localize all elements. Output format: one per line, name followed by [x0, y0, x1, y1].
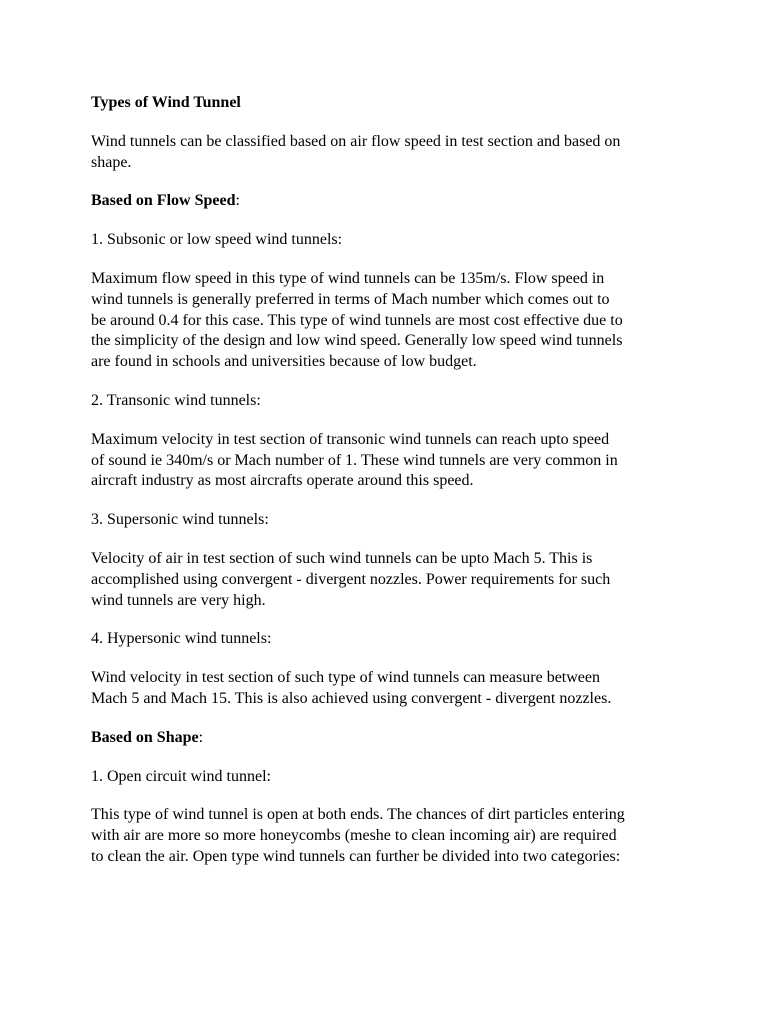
- text-line: be around 0.4 for this case. This type of wind tunnels are most cost effective due to: [91, 311, 623, 329]
- text-line: This type of wind tunnel is open at both ends. The chances of dirt particles entering: [91, 806, 625, 824]
- item-title-transonic: 2. Transonic wind tunnels:: [91, 391, 261, 409]
- text-line: Velocity of air in test section of such wind tunnels can be upto Mach 5. This is: [91, 549, 593, 567]
- text-line: to clean the air. Open type wind tunnels can further be divided into two categories:: [91, 847, 621, 865]
- item-title-subsonic: 1. Subsonic or low speed wind tunnels:: [91, 231, 343, 249]
- text-line: shape.: [91, 153, 132, 171]
- text-line: Maximum velocity in test section of transonic wind tunnels can reach upto speed: [91, 430, 610, 448]
- text-line: accomplished using convergent - divergent nozzles. Power requirements for such: [91, 570, 611, 588]
- text-line: Mach 5 and Mach 15. This is also achieved using convergent - divergent nozzles.: [91, 689, 612, 707]
- section-heading-text: Based on Shape: [91, 728, 199, 746]
- text-line: wind tunnels is generally preferred in terms of Mach number which comes out to: [91, 290, 610, 308]
- text-line: of sound ie 340m/s or Mach number of 1. These wind tunnels are very common in: [91, 451, 618, 469]
- text-line: with air are more so more honeycombs (meshe to clean incoming air) are required: [91, 827, 617, 845]
- text-line: the simplicity of the design and low wind speed. Generally low speed wind tunnels: [91, 332, 623, 350]
- section-heading-colon: :: [198, 728, 204, 746]
- text-line: wind tunnels are very high.: [91, 591, 266, 609]
- section-heading-shape: [91, 728, 691, 749]
- section-heading-flow-speed: [91, 191, 691, 212]
- item-paragraph-transonic: [91, 430, 691, 492]
- text-line: are found in schools and universities because of low budget.: [91, 353, 477, 371]
- item-title-open-circuit: 1. Open circuit wind tunnel:: [91, 767, 271, 785]
- item-paragraph-open-circuit: [91, 805, 691, 867]
- item-paragraph-supersonic: [91, 549, 691, 611]
- document-title: Types of Wind Tunnel: [91, 94, 241, 111]
- item-title-hypersonic: 4. Hypersonic wind tunnels:: [91, 630, 272, 648]
- text-line: Wind velocity in test section of such type of wind tunnels can measure between: [91, 669, 600, 687]
- text-line: Wind tunnels can be classified based on air flow speed in test section and based on: [91, 132, 621, 150]
- document-body: [91, 93, 691, 886]
- item-title-supersonic: 3. Supersonic wind tunnels:: [91, 511, 269, 529]
- item-paragraph-subsonic: [91, 269, 691, 373]
- text-line: aircraft industry as most aircrafts operate around this speed.: [91, 472, 474, 490]
- section-heading-text: Based on Flow Speed: [91, 192, 236, 210]
- text-line: Maximum flow speed in this type of wind tunnels can be 135m/s. Flow speed in: [91, 269, 605, 287]
- section-heading-colon: :: [235, 192, 240, 210]
- item-paragraph-hypersonic: [91, 668, 691, 710]
- intro-paragraph: [91, 132, 691, 174]
